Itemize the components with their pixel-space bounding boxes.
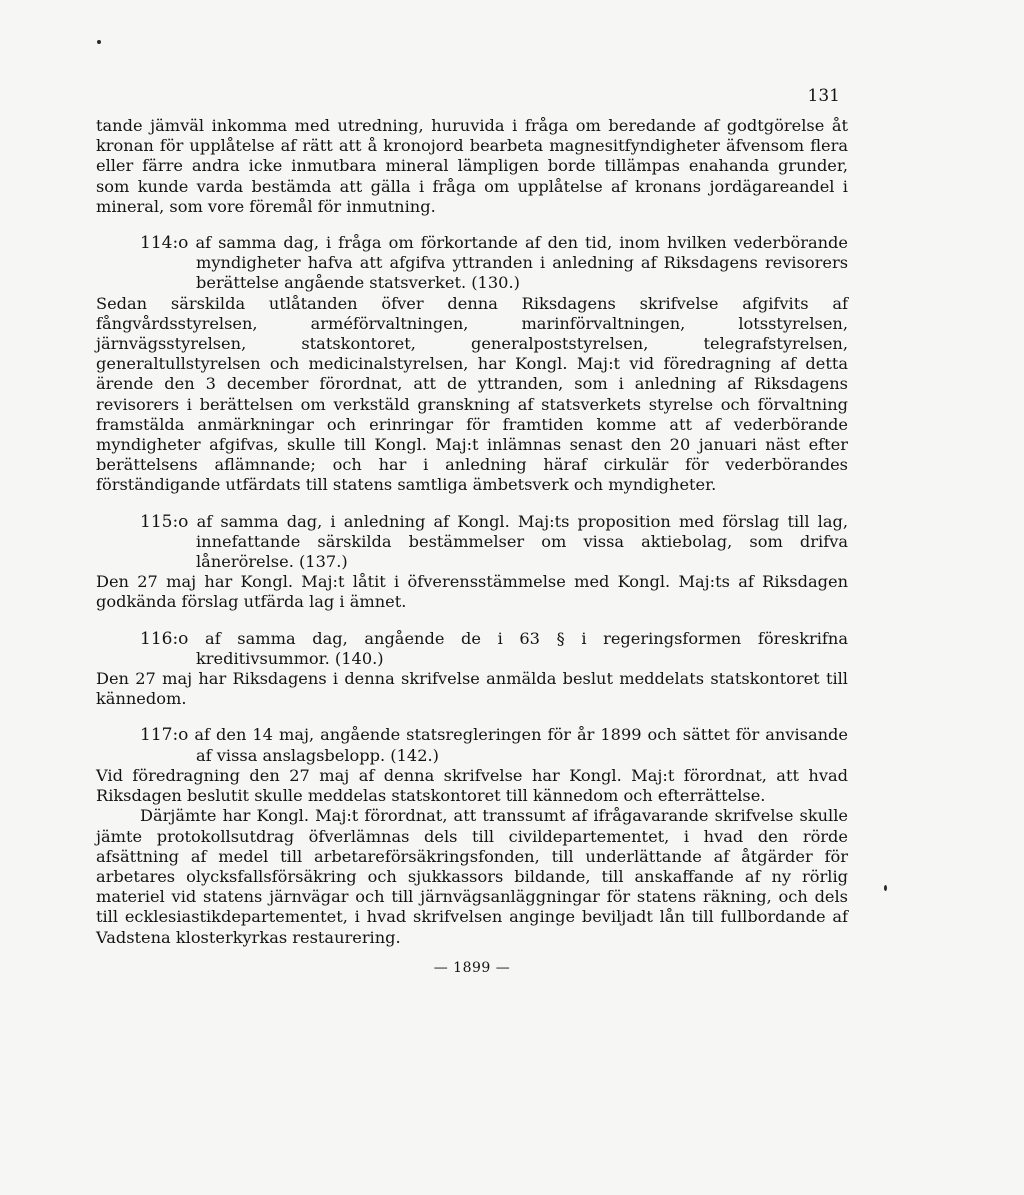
- item-117-body-continued: Därjämte har Kongl. Maj:t förordnat, att transsumt af ifrågavarande skrifvelse skulle jämte protokollsutdrag öfverlämnas dels till civildepartementet, i hvad den rörde afsättning af medel till arbetareförsäkringsfonden, till underlättande af åtgärder för arbetares olycksfallsförsäkring och sjukkassors bildande, till anskaffande af ny rörlig materiel vid statens järnvägar och till järnvägsanläggningar för statens räkning, och dels till ecklesiastikdepartementet, i hvad skrifvelsen anginge beviljadt lån till fullbordande af Vadstena klosterkyrkas restaurering.: [96, 806, 848, 947]
- item-title: af den 14 maj, angående statsregleringen för år 1899 och sättet för anvisande af vissa anslagsbelopp. (142.): [194, 725, 848, 765]
- item-number: 117:o: [140, 725, 189, 746]
- item-116: [96, 629, 848, 669]
- year-footer: — 1899 —: [433, 959, 511, 976]
- item-115: [96, 512, 848, 573]
- item-114-body: Sedan särskilda utlåtanden öfver denna Riksdagens skrifvelse afgifvits af fångvårdsstyrelsen, arméförvaltningen, marinförvaltningen, lotsstyrelsen, järnvägsstyrelsen, statskontoret, generalpoststyrelsen, telegrafstyrelsen, generaltullstyrelsen och medicinalstyrelsen, har Kongl. Maj:t vid föredragning af detta ärende den 3 december förordnat, att de yttranden, som i anledning af Riksdagens revisorers i berättelsen om verkstäld granskning af statsverkets styrelse och förvaltning framstälda anmärkningar och erinringar för framtiden komme att af vederbörande myndigheter afgifvas, skulle till Kongl. Maj:t inlämnas senast den 20 januari näst efter berättelsens aflämnande; och har i anledning häraf cirkulär för vederbörandes förständigande utfärdats till statens samtliga ämbetsverk och myndigheter.: [96, 293, 848, 495]
- intro-paragraph: tande jämväl inkomma med utredning, huruvida i fråga om beredande af godtgörelse åt kronan för upplåtelse af rätt att å kronojord bearbeta magnesitfyndigheter äfvensom flera eller färre andra icke inmutbara mineral lämpligen borde tillämpas enahanda grunder, som kunde varda bestämda att gälla i fråga om upplåtelse af kronans jordägareandel i mineral, som vore föremål för inmutning.: [96, 116, 848, 216]
- item-115-body: Den 27 maj har Kongl. Maj:t låtit i öfverensstämmelse med Kongl. Maj:ts af Riksdagen godkända förslag utfärda lag i ämnet.: [96, 572, 848, 612]
- item-number: 114:o: [140, 233, 189, 254]
- item-114: [96, 233, 848, 294]
- text-body: [96, 116, 848, 978]
- item-number: 115:o: [140, 511, 189, 532]
- page-number: 131: [807, 86, 840, 106]
- item-title: af samma dag, i fråga om förkortande af den tid, inom hvilken vederbörande myndigheter hafva att afgifva yttranden i anledning af Riksdagens revisorers berättelse angående statsverket. (130.): [195, 233, 848, 293]
- item-number: 116:o: [140, 628, 189, 649]
- speck-mark: [97, 40, 101, 44]
- item-117: [96, 725, 848, 765]
- item-116-body: Den 27 maj har Riksdagens i denna skrifvelse anmälda beslut meddelats statskontoret till kännedom.: [96, 669, 848, 709]
- item-title: af samma dag, angående de i 63 § i regeringsformen föreskrifna kreditivsummor. (140.): [196, 628, 848, 668]
- item-title: af samma dag, i anledning af Kongl. Maj:ts proposition med förslag till lag, innefattande särskilda bestämmelser om vissa aktiebolag, som drifva lånerörelse. (137.): [196, 511, 848, 572]
- speck-mark: [884, 885, 887, 891]
- item-117-body: Vid föredragning den 27 maj af denna skrifvelse har Kongl. Maj:t förordnat, att hvad Riksdagen beslutit skulle meddelas statskontoret till kännedom och efterrättelse.: [96, 765, 848, 806]
